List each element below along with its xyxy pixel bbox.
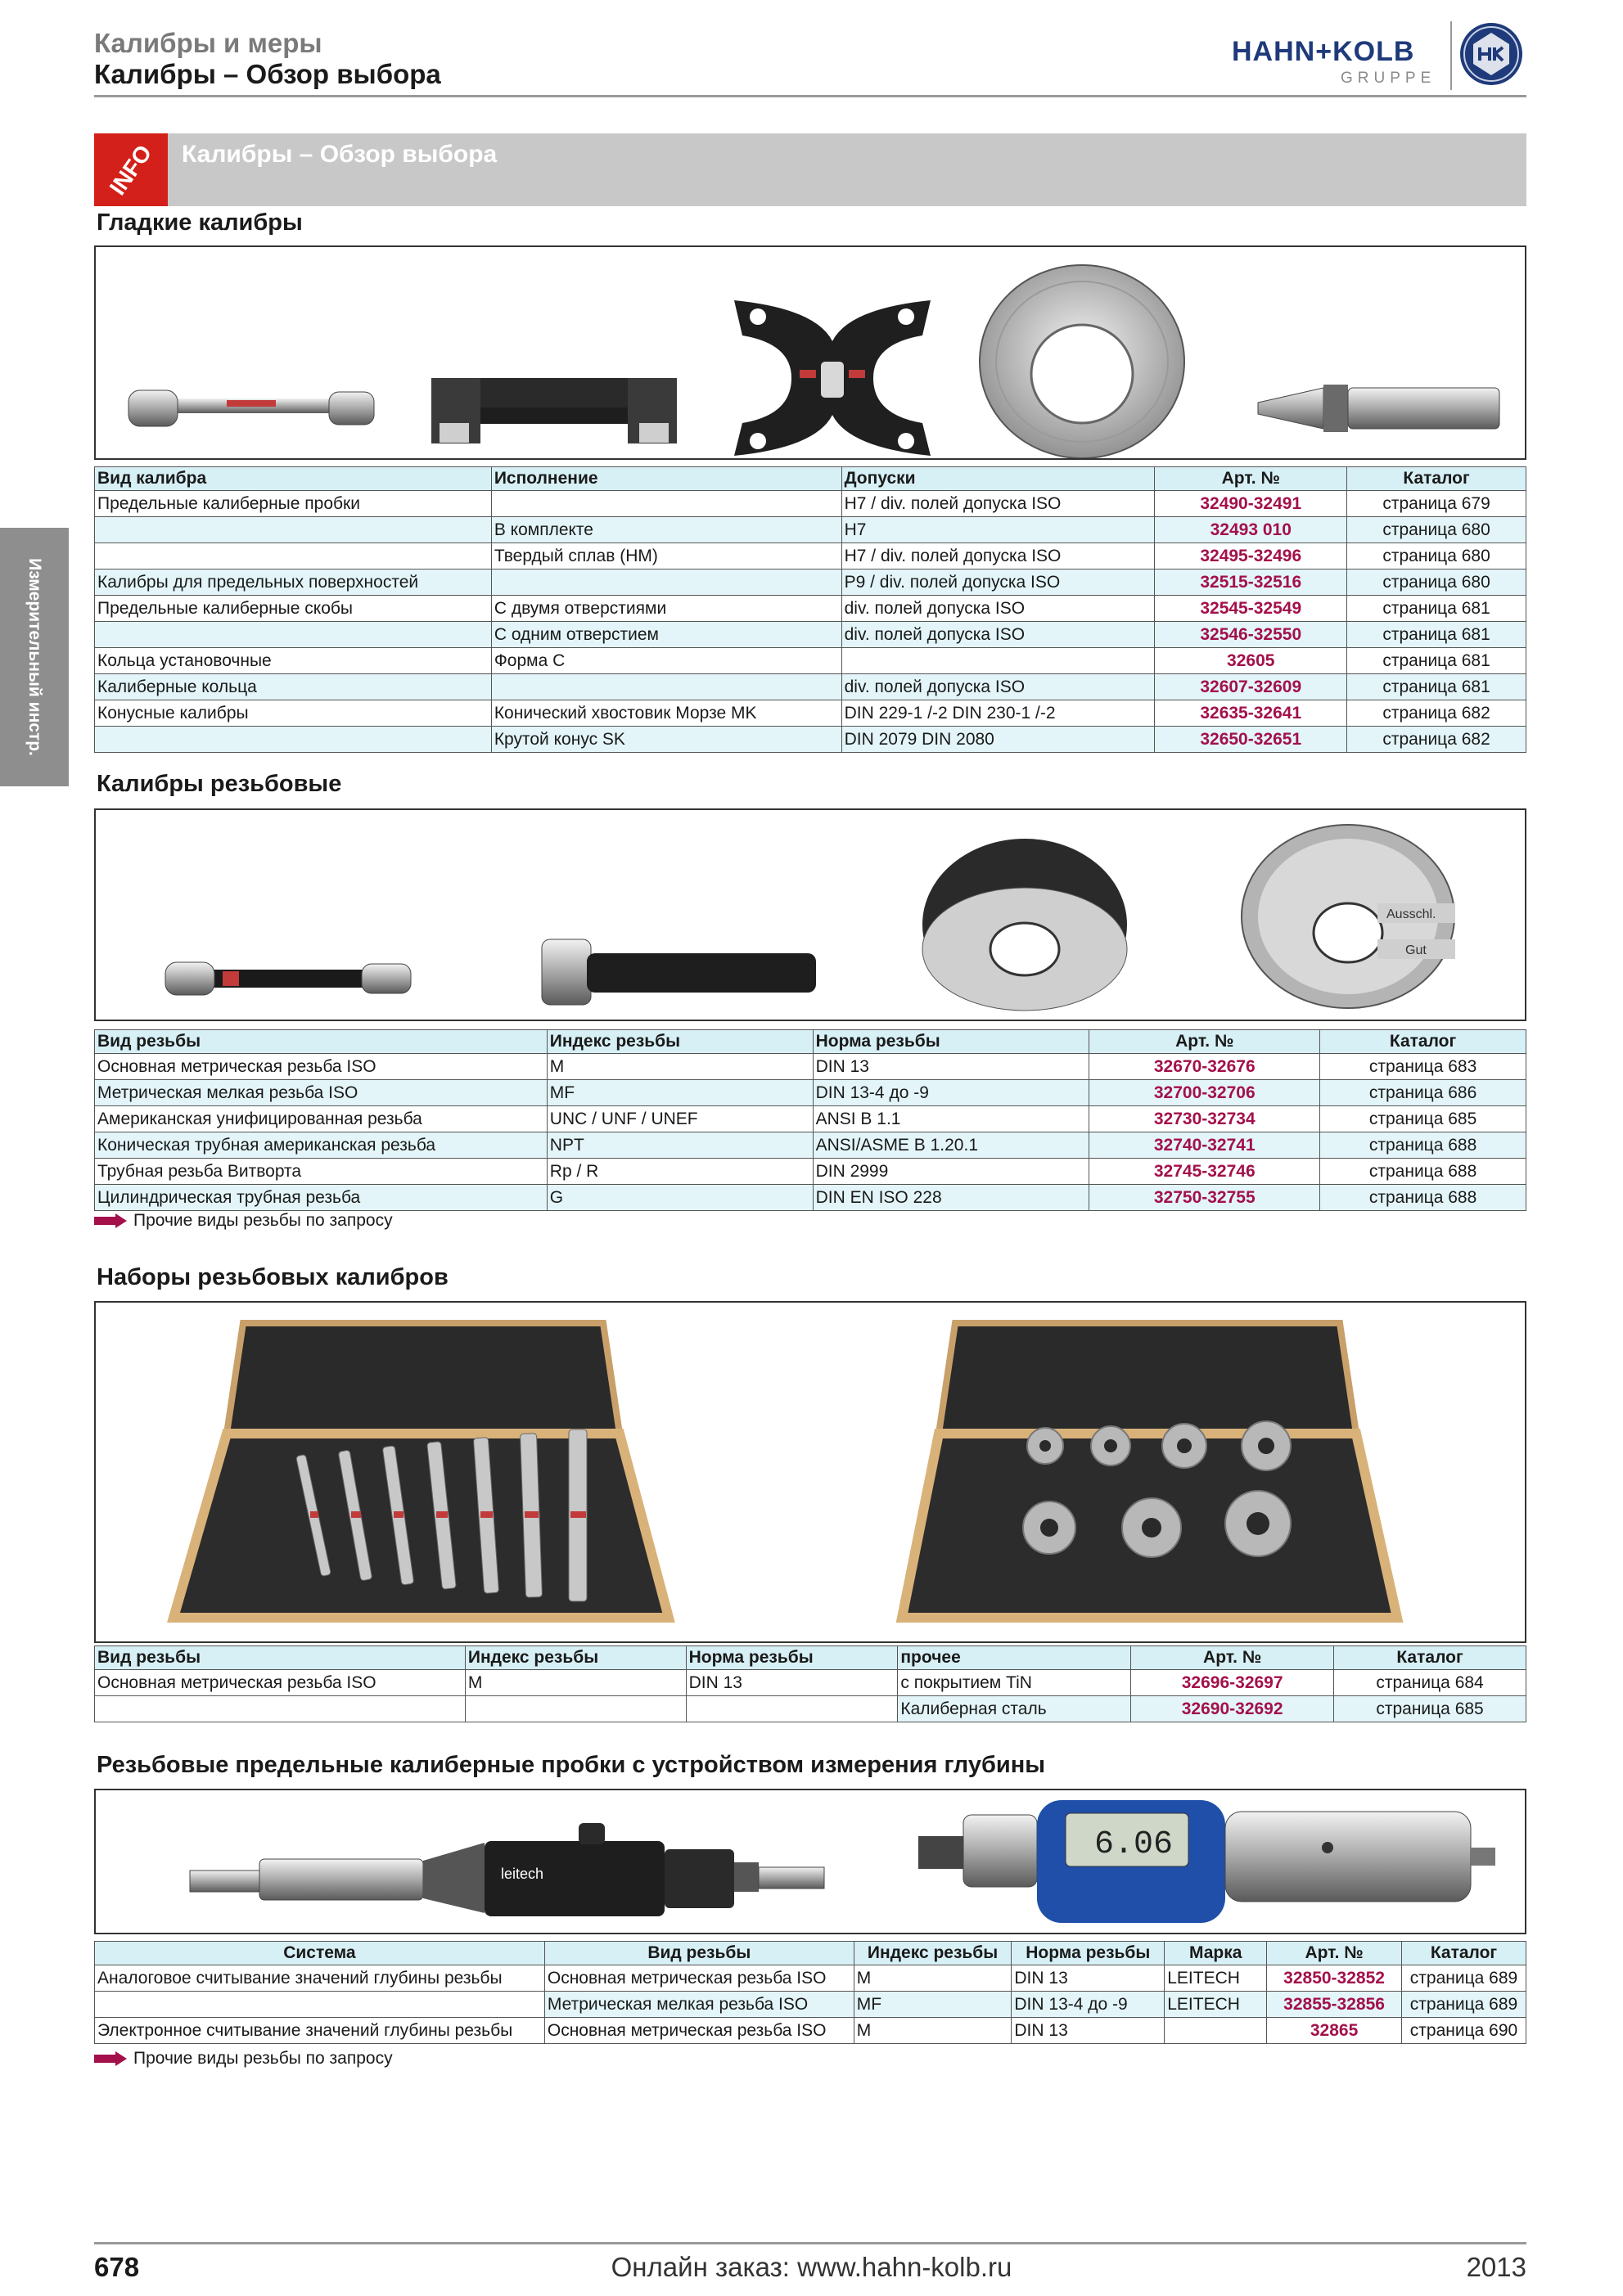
section-title-thread-gauge-sets: Наборы резьбовых калибров xyxy=(97,1264,449,1290)
table-cell: Кольца установочные xyxy=(95,648,492,674)
table-cell: С одним отверстием xyxy=(491,622,841,648)
table-cell: Твердый сплав (HM) xyxy=(491,543,841,569)
table-cell: div. полей допуска ISO xyxy=(841,622,1155,648)
table-cell xyxy=(491,674,841,700)
column-header: Индекс резьбы xyxy=(465,1646,686,1670)
table-cell: Конусные калибры xyxy=(95,700,492,727)
article-number-link[interactable]: 32650-32651 xyxy=(1155,727,1347,753)
article-number-link[interactable]: 32545-32549 xyxy=(1155,596,1347,622)
table-row xyxy=(95,1080,1526,1106)
article-number-link[interactable]: 32490-32491 xyxy=(1155,491,1347,517)
footer-divider xyxy=(94,2242,1526,2244)
column-header: Индекс резьбы xyxy=(547,1030,813,1054)
table-cell: Калибры для предельных поверхностей xyxy=(95,569,492,596)
table-cell: DIN EN ISO 228 xyxy=(813,1185,1089,1211)
table-cell: div. полей допуска ISO xyxy=(841,596,1155,622)
thread-gauge-sets-image-panel xyxy=(94,1301,1526,1643)
article-number-link[interactable]: 32865 xyxy=(1267,2018,1402,2044)
page-title: Калибры – Обзор выбора xyxy=(94,59,441,89)
table-cell: DIN 13-4 до -9 xyxy=(813,1080,1089,1106)
catalog-page-ref: страница 688 xyxy=(1320,1159,1526,1185)
article-number-link[interactable]: 32515-32516 xyxy=(1155,569,1347,596)
table-cell: С двумя отверстиями xyxy=(491,596,841,622)
table-cell: DIN 13 xyxy=(1012,2018,1165,2044)
table-cell: с покрытием TiN xyxy=(898,1670,1131,1696)
table-cell xyxy=(95,1992,545,2018)
table-cell: H7 / div. полей допуска ISO xyxy=(841,543,1155,569)
column-header: Каталог xyxy=(1347,467,1526,491)
setting-ring-image xyxy=(980,265,1184,458)
table-cell: div. полей допуска ISO xyxy=(841,674,1155,700)
table-cell: Американская унифицированная резьба xyxy=(95,1106,548,1132)
note-text: Прочие виды резьбы по запросу xyxy=(133,1211,393,1230)
ring-marking-gut: Gut xyxy=(1405,943,1427,957)
table-cell: В комплекте xyxy=(491,517,841,543)
tool-brand-marking: leitech xyxy=(501,1866,544,1882)
limit-surface-gauge-image xyxy=(431,378,677,443)
table-cell: M xyxy=(547,1054,813,1080)
column-header: Норма резьбы xyxy=(813,1030,1089,1054)
table-cell: ANSI/ASME B 1.20.1 xyxy=(813,1132,1089,1159)
table-header-row xyxy=(95,1030,1526,1054)
table-cell: DIN 2999 xyxy=(813,1159,1089,1185)
catalog-page-ref: страница 684 xyxy=(1334,1670,1526,1696)
table-row xyxy=(95,1132,1526,1159)
analog-depth-gauge-image xyxy=(190,1823,824,1916)
table-cell: Конический хвостовик Морзе MK xyxy=(491,700,841,727)
table-cell: NPT xyxy=(547,1132,813,1159)
other-threads-note-2 xyxy=(94,2049,393,2069)
article-number-link[interactable]: 32670-32676 xyxy=(1089,1054,1320,1080)
table-cell xyxy=(491,491,841,517)
table-row xyxy=(95,569,1526,596)
table-row xyxy=(95,2018,1526,2044)
table-cell: Коническая трубная американская резьба xyxy=(95,1132,548,1159)
article-number-link[interactable]: 32635-32641 xyxy=(1155,700,1347,727)
table-cell: Аналоговое считывание значений глубины резьбы xyxy=(95,1965,545,1992)
article-number-link[interactable]: 32700-32706 xyxy=(1089,1080,1320,1106)
page-number: 678 xyxy=(94,2252,140,2282)
info-tag-icon xyxy=(94,133,168,206)
table-cell: Крутой конус SK xyxy=(491,727,841,753)
table-cell: MF xyxy=(854,1992,1012,2018)
table-cell xyxy=(465,1696,686,1722)
other-threads-note xyxy=(94,1211,393,1231)
catalog-page-ref: страница 681 xyxy=(1347,648,1526,674)
catalog-page-ref: страница 681 xyxy=(1347,596,1526,622)
table-cell: Калиберная сталь xyxy=(898,1696,1131,1722)
catalog-page-ref: страница 686 xyxy=(1320,1080,1526,1106)
table-row xyxy=(95,1054,1526,1080)
table-cell: DIN 13 xyxy=(1012,1965,1165,1992)
table-cell xyxy=(95,622,492,648)
column-header: Норма резьбы xyxy=(686,1646,898,1670)
column-header: Вид резьбы xyxy=(544,1942,854,1965)
table-cell: Предельные калиберные скобы xyxy=(95,596,492,622)
column-header: Марка xyxy=(1165,1942,1267,1965)
arrow-right-icon xyxy=(94,2051,127,2066)
table-row xyxy=(95,596,1526,622)
catalog-page-ref: страница 688 xyxy=(1320,1185,1526,1211)
catalog-page-ref: страница 682 xyxy=(1347,727,1526,753)
column-header: Арт. № xyxy=(1155,467,1347,491)
column-header: Арт. № xyxy=(1267,1942,1402,1965)
catalog-page-ref: страница 682 xyxy=(1347,700,1526,727)
section-title-plain-gauges: Гладкие калибры xyxy=(97,209,303,236)
article-number-link[interactable]: 32740-32741 xyxy=(1089,1132,1320,1159)
table-row xyxy=(95,1696,1526,1722)
article-number-link[interactable]: 32607-32609 xyxy=(1155,674,1347,700)
table-row xyxy=(95,1159,1526,1185)
table-cell: Форма C xyxy=(491,648,841,674)
article-number-link[interactable]: 32850-32852 xyxy=(1267,1965,1402,1992)
note-text: Прочие виды резьбы по запросу xyxy=(133,2049,393,2068)
plug-gauge-image xyxy=(128,390,374,426)
brand-logo-text: HAHN+KOLB xyxy=(1232,36,1415,67)
table-cell xyxy=(95,1696,466,1722)
catalog-page-ref: страница 688 xyxy=(1320,1132,1526,1159)
article-number-link[interactable]: 32696-32697 xyxy=(1131,1670,1334,1696)
column-header: Допуски xyxy=(841,467,1155,491)
table-cell: DIN 13 xyxy=(686,1670,898,1696)
catalog-page-ref: страница 681 xyxy=(1347,622,1526,648)
table-cell: DIN 229-1 /-2 DIN 230-1 /-2 xyxy=(841,700,1155,727)
table-row xyxy=(95,517,1526,543)
digital-depth-gauge-image xyxy=(918,1800,1495,1923)
brand-logo-emblem xyxy=(1460,23,1522,85)
taper-gauge-image xyxy=(1258,385,1499,432)
article-number-link[interactable]: 32750-32755 xyxy=(1089,1185,1320,1211)
table-cell: Основная метрическая резьба ISO xyxy=(544,1965,854,1992)
logo-divider xyxy=(1450,21,1452,90)
table-cell: Метрическая мелкая резьба ISO xyxy=(544,1992,854,2018)
table-cell xyxy=(491,569,841,596)
table-cell: Основная метрическая резьба ISO xyxy=(95,1670,466,1696)
table-cell: H7 xyxy=(841,517,1155,543)
table-cell: LEITECH xyxy=(1165,1965,1267,1992)
article-number-link[interactable]: 32745-32746 xyxy=(1089,1159,1320,1185)
table-cell: LEITECH xyxy=(1165,1992,1267,2018)
column-header: Вид калибра xyxy=(95,467,492,491)
thread-plug-handle-image xyxy=(542,939,816,1005)
info-tag-label: INFO xyxy=(104,139,157,200)
article-number-link[interactable]: 32493 010 xyxy=(1155,517,1347,543)
thread-gauges-image-panel xyxy=(94,808,1526,1021)
catalog-page-ref: страница 690 xyxy=(1402,2018,1526,2044)
table-cell: P9 / div. полей допуска ISO xyxy=(841,569,1155,596)
snap-gauge-image xyxy=(734,300,931,456)
catalog-page-ref: страница 680 xyxy=(1347,517,1526,543)
thread-ring-gauge-light-image xyxy=(1242,825,1455,1008)
table-cell xyxy=(95,543,492,569)
table-cell: H7 / div. полей допуска ISO xyxy=(841,491,1155,517)
table-row xyxy=(95,674,1526,700)
plain-gauges-table xyxy=(94,466,1526,753)
table-row xyxy=(95,1992,1526,2018)
column-header: Каталог xyxy=(1334,1646,1526,1670)
article-number-link[interactable]: 32495-32496 xyxy=(1155,543,1347,569)
catalog-page-ref: страница 689 xyxy=(1402,1992,1526,2018)
thread-gauge-sets-table xyxy=(94,1645,1526,1722)
table-row xyxy=(95,1965,1526,1992)
table-row xyxy=(95,622,1526,648)
arrow-right-icon xyxy=(94,1213,127,1228)
ring-marking-ausschl: Ausschl. xyxy=(1386,907,1436,921)
column-header: прочее xyxy=(898,1646,1131,1670)
table-cell: G xyxy=(547,1185,813,1211)
catalog-page-ref: страница 681 xyxy=(1347,674,1526,700)
table-row xyxy=(95,491,1526,517)
column-header: Исполнение xyxy=(491,467,841,491)
article-number-link[interactable]: 32855-32856 xyxy=(1267,1992,1402,2018)
table-cell: Электронное считывание значений глубины резьбы xyxy=(95,2018,545,2044)
thread-ring-gauge-dark-image xyxy=(922,839,1127,1011)
column-header: Норма резьбы xyxy=(1012,1942,1165,1965)
table-cell: Метрическая мелкая резьба ISO xyxy=(95,1080,548,1106)
catalog-page-ref: страница 685 xyxy=(1320,1106,1526,1132)
table-cell xyxy=(1165,2018,1267,2044)
plain-gauges-image-panel xyxy=(94,245,1526,460)
banner-title: Калибры – Обзор выбора xyxy=(182,141,498,168)
plug-gauge-set-case-image xyxy=(174,1323,669,1618)
article-number-link[interactable]: 32546-32550 xyxy=(1155,622,1347,648)
table-row xyxy=(95,727,1526,753)
table-header-row xyxy=(95,1646,1526,1670)
section-title-thread-gauges: Калибры резьбовые xyxy=(97,771,342,797)
article-number-link[interactable]: 32605 xyxy=(1155,648,1347,674)
table-row xyxy=(95,543,1526,569)
side-tab-label: Измерительный инстр. xyxy=(25,558,44,756)
catalog-page-ref: страница 679 xyxy=(1347,491,1526,517)
table-cell: Основная метрическая резьба ISO xyxy=(95,1054,548,1080)
table-cell: Калиберные кольца xyxy=(95,674,492,700)
table-row xyxy=(95,1185,1526,1211)
column-header: Система xyxy=(95,1942,545,1965)
catalog-year: 2013 xyxy=(1466,2252,1526,2282)
table-cell: M xyxy=(854,2018,1012,2044)
table-cell: Rp / R xyxy=(547,1159,813,1185)
table-row xyxy=(95,1670,1526,1696)
side-section-tab[interactable] xyxy=(0,528,69,786)
table-cell: Трубная резьба Витворта xyxy=(95,1159,548,1185)
column-header: Арт. № xyxy=(1089,1030,1320,1054)
table-cell: MF xyxy=(547,1080,813,1106)
header-divider xyxy=(94,95,1526,97)
table-cell: UNC / UNF / UNEF xyxy=(547,1106,813,1132)
plain-gauges-illustration xyxy=(96,247,1525,458)
thread-gauges-table xyxy=(94,1029,1526,1211)
thread-gauge-sets-illustration xyxy=(96,1303,1525,1641)
column-header: Вид резьбы xyxy=(95,1030,548,1054)
catalog-page-ref: страница 680 xyxy=(1347,569,1526,596)
depth-thread-gauges-table xyxy=(94,1941,1526,2044)
table-cell: DIN 13 xyxy=(813,1054,1089,1080)
catalog-page-ref: страница 685 xyxy=(1334,1696,1526,1722)
column-header: Каталог xyxy=(1402,1942,1526,1965)
table-row xyxy=(95,700,1526,727)
table-cell: Цилиндрическая трубная резьба xyxy=(95,1185,548,1211)
article-number-link[interactable]: 32690-32692 xyxy=(1131,1696,1334,1722)
catalog-page-ref: страница 680 xyxy=(1347,543,1526,569)
table-header-row xyxy=(95,467,1526,491)
table-cell: DIN 2079 DIN 2080 xyxy=(841,727,1155,753)
table-cell: ANSI B 1.1 xyxy=(813,1106,1089,1132)
table-row xyxy=(95,1106,1526,1132)
table-cell: Предельные калиберные пробки xyxy=(95,491,492,517)
thread-plug-gauge-image xyxy=(165,962,411,995)
table-cell: M xyxy=(854,1965,1012,1992)
brand-logo-subtitle: GRUPPE xyxy=(1341,70,1436,87)
table-row xyxy=(95,648,1526,674)
depth-thread-gauges-image-panel xyxy=(94,1789,1526,1934)
table-header-row xyxy=(95,1942,1526,1965)
column-header: Арт. № xyxy=(1131,1646,1334,1670)
online-order-link[interactable]: Онлайн заказ: www.hahn-kolb.ru xyxy=(611,2252,1012,2282)
table-cell xyxy=(841,648,1155,674)
header-category: Калибры и меры xyxy=(94,28,322,58)
digital-display-readout: 6.06 xyxy=(1094,1826,1174,1863)
depth-thread-gauges-illustration xyxy=(96,1790,1525,1933)
table-cell: M xyxy=(465,1670,686,1696)
table-cell xyxy=(95,727,492,753)
column-header: Индекс резьбы xyxy=(854,1942,1012,1965)
ring-gauge-set-case-image xyxy=(902,1323,1397,1618)
column-header: Каталог xyxy=(1320,1030,1526,1054)
catalog-page-ref: страница 683 xyxy=(1320,1054,1526,1080)
catalog-page-ref: страница 689 xyxy=(1402,1965,1526,1992)
table-cell xyxy=(95,517,492,543)
table-cell: DIN 13-4 до -9 xyxy=(1012,1992,1165,2018)
table-cell xyxy=(686,1696,898,1722)
table-cell: Основная метрическая резьба ISO xyxy=(544,2018,854,2044)
column-header: Вид резьбы xyxy=(95,1646,466,1670)
section-title-depth-thread-gauges: Резьбовые предельные калиберные пробки с устройством измерения глубины xyxy=(97,1752,1045,1778)
thread-gauges-illustration xyxy=(96,810,1525,1020)
article-number-link[interactable]: 32730-32734 xyxy=(1089,1106,1320,1132)
